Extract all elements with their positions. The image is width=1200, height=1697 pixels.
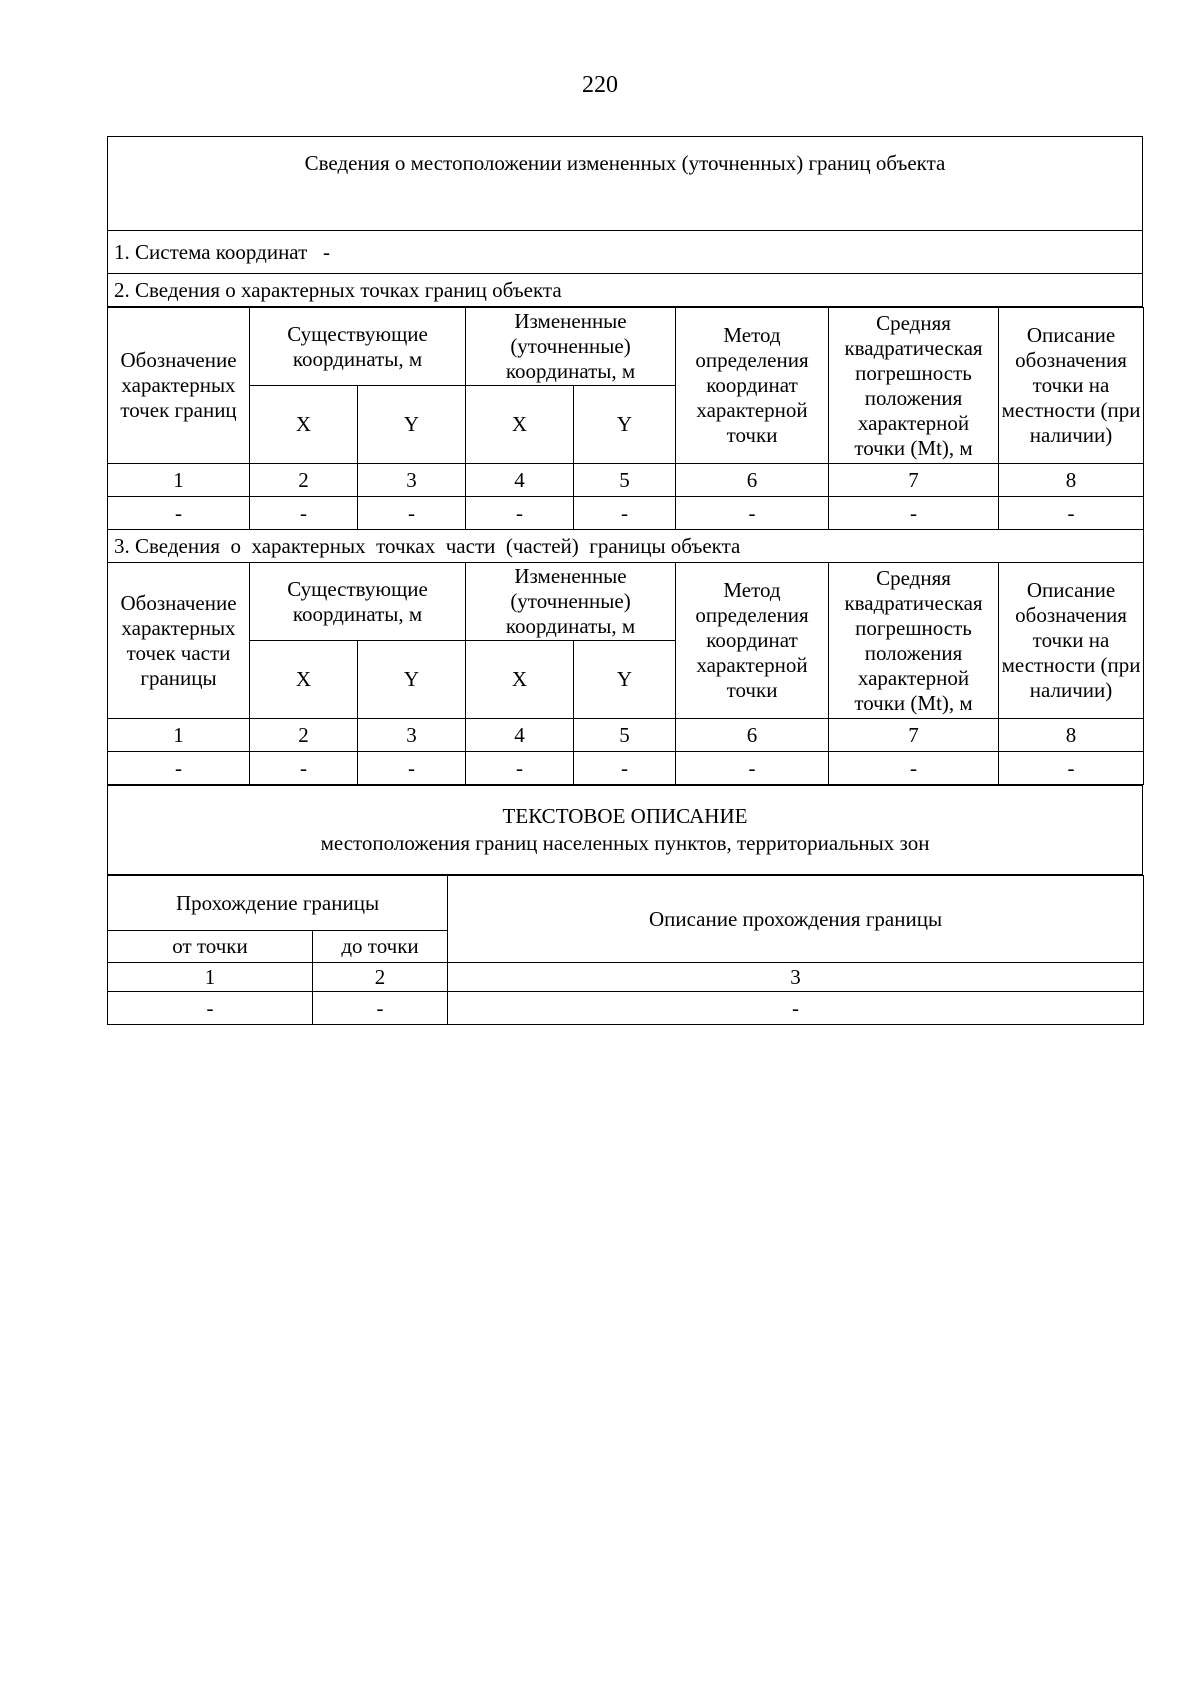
column-number: 5 xyxy=(574,719,676,752)
table-cell: - xyxy=(574,752,676,785)
col-passage-desc-header: Описание прохождения границы xyxy=(448,876,1144,963)
section-boundary-points-title: 2. Сведения о характерных точках границ объекта xyxy=(108,274,1143,307)
table-cell: - xyxy=(999,497,1144,530)
table-cell: - xyxy=(108,992,313,1025)
column-number-row xyxy=(108,464,1144,497)
document-title: Сведения о местоположении измененных (уточненных) границ объекта xyxy=(108,137,1143,231)
table-cell: - xyxy=(676,497,829,530)
column-number: 6 xyxy=(676,719,829,752)
text-description-heading: ТЕКСТОВОЕ ОПИСАНИЕ xyxy=(502,804,748,828)
col-part-description-header: Описание обозначения точки на местности (при наличии) xyxy=(999,563,1144,719)
column-number: 7 xyxy=(829,464,999,497)
col-to-point-header: до точки xyxy=(313,931,448,963)
column-number-row xyxy=(108,719,1144,752)
col-existing-y: Y xyxy=(358,386,466,464)
table-cell: - xyxy=(829,752,999,785)
col-part-error-header: Средняя квадратическая погрешность положения характерной точки (Mt), м xyxy=(829,563,999,719)
col-existing-header: Существующие координаты, м xyxy=(250,308,466,386)
col-error-header: Средняя квадратическая погрешность положения характерной точки (Mt), м xyxy=(829,308,999,464)
col-from-point-header: от точки xyxy=(108,931,313,963)
table-cell: - xyxy=(574,497,676,530)
col-part-existing-header: Существующие координаты, м xyxy=(250,563,466,641)
table-cell: - xyxy=(999,752,1144,785)
table-cell: - xyxy=(466,497,574,530)
column-number: 3 xyxy=(448,963,1144,992)
col-part-designation-header: Обозначение характерных точек части границы xyxy=(108,563,250,719)
table-cell: - xyxy=(829,497,999,530)
table-cell: - xyxy=(108,752,250,785)
table-cell: - xyxy=(358,497,466,530)
column-number: 3 xyxy=(358,719,466,752)
col-part-changed-header: Измененные (уточненные) координаты, м xyxy=(466,563,676,641)
text-description xyxy=(108,786,1143,875)
col-existing-x: X xyxy=(250,386,358,464)
col-designation-header: Обозначение характерных точек границ xyxy=(108,308,250,464)
column-number-row xyxy=(108,963,1144,992)
column-number: 8 xyxy=(999,719,1144,752)
table-cell: - xyxy=(358,752,466,785)
col-method-header: Метод определения координат характерной точки xyxy=(676,308,829,464)
section-coordinate-system-text: 1. Система координат - xyxy=(114,239,330,264)
table-row xyxy=(108,497,1144,530)
table-row xyxy=(108,752,1144,785)
col-changed-header: Измененные (уточненные) координаты, м xyxy=(466,308,676,386)
col-part-existing-x: X xyxy=(250,641,358,719)
col-changed-y: Y xyxy=(574,386,676,464)
header-table xyxy=(107,136,1143,307)
col-part-changed-x: X xyxy=(466,641,574,719)
col-passage-header: Прохождение границы xyxy=(108,876,448,931)
section-part-points-title: 3. Сведения о характерных точках части (частей) границы объекта xyxy=(108,530,1144,563)
text-description-table xyxy=(107,785,1143,875)
col-changed-x: X xyxy=(466,386,574,464)
column-number: 8 xyxy=(999,464,1144,497)
column-number: 1 xyxy=(108,719,250,752)
column-number: 6 xyxy=(676,464,829,497)
column-number: 2 xyxy=(250,719,358,752)
boundary-passage-table xyxy=(107,875,1144,1025)
column-number: 3 xyxy=(358,464,466,497)
table-cell: - xyxy=(250,497,358,530)
page-number: 220 xyxy=(582,72,618,98)
table-row xyxy=(108,992,1144,1025)
col-part-changed-y: Y xyxy=(574,641,676,719)
column-number: 4 xyxy=(466,464,574,497)
table-cell: - xyxy=(250,752,358,785)
column-number: 2 xyxy=(250,464,358,497)
column-number: 5 xyxy=(574,464,676,497)
col-description-header: Описание обозначения точки на местности (при наличии) xyxy=(999,308,1144,464)
table-cell: - xyxy=(466,752,574,785)
col-part-method-header: Метод определения координат характерной точки xyxy=(676,563,829,719)
table-cell: - xyxy=(108,497,250,530)
table-cell: - xyxy=(313,992,448,1025)
table-cell: - xyxy=(448,992,1144,1025)
column-number: 4 xyxy=(466,719,574,752)
column-number: 1 xyxy=(108,464,250,497)
boundary-points-table xyxy=(107,307,1144,785)
col-part-existing-y: Y xyxy=(358,641,466,719)
column-number: 1 xyxy=(108,963,313,992)
column-number: 7 xyxy=(829,719,999,752)
column-number: 2 xyxy=(313,963,448,992)
text-description-subheading: местоположения границ населенных пунктов, территориальных зон xyxy=(320,831,930,855)
section-coordinate-system xyxy=(108,231,1143,274)
boundary-document-frame xyxy=(107,136,1143,1025)
table-cell: - xyxy=(676,752,829,785)
